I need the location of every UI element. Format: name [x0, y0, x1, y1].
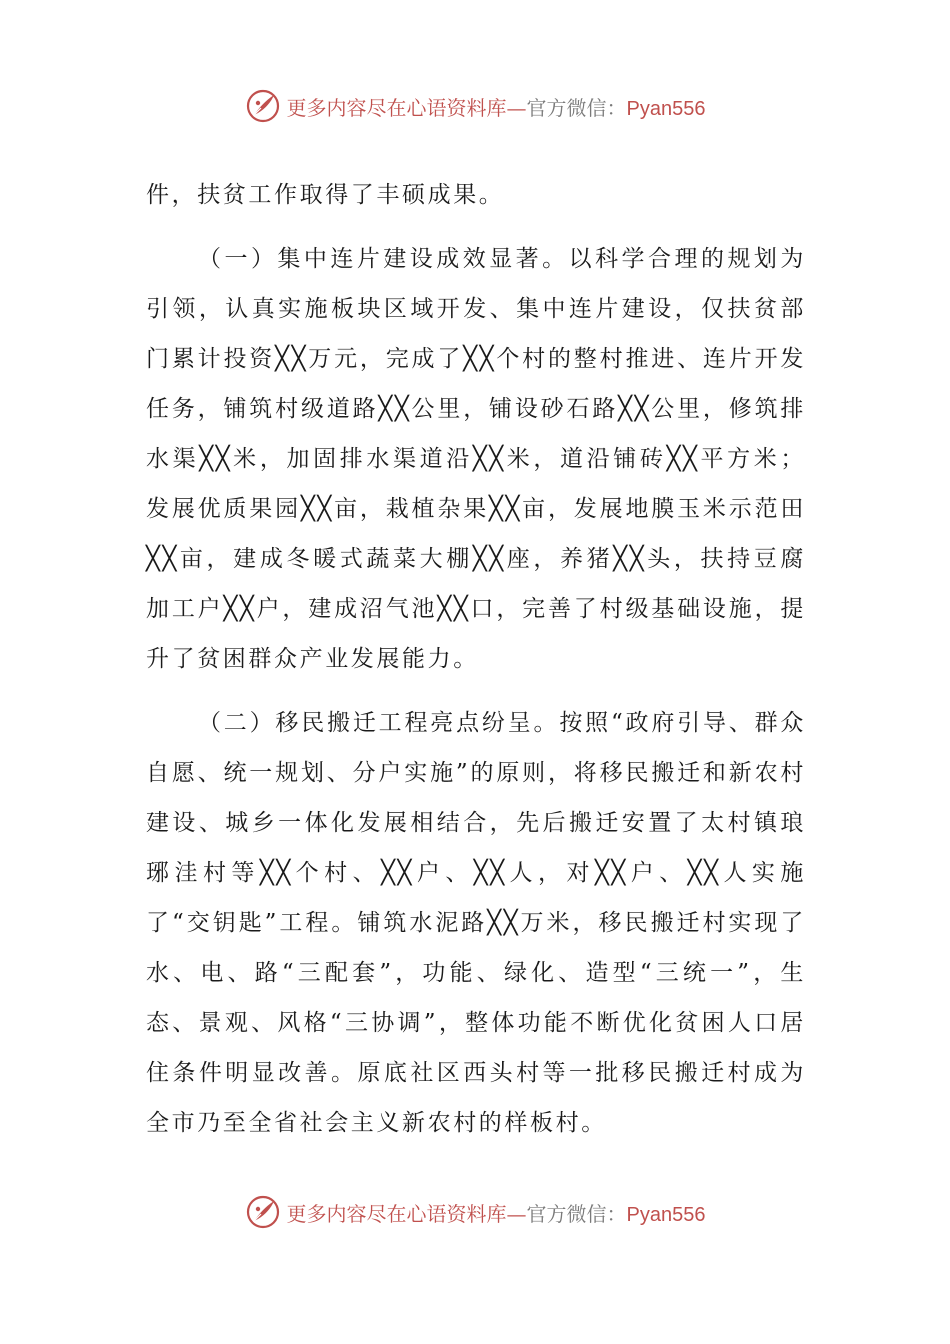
- quill-logo-icon: [245, 1194, 281, 1230]
- paragraph-section-two: （二）移民搬迁工程亮点纷呈。按照“政府引导、群众自愿、统一规划、分户实施”的原则，将移民搬迁和新农村建设、城乡一体化发展相结合，先后搬迁安置了太村镇琅琊洼村等╳╳个村、╳╳户、╳╳人，对╳╳户、╳╳人实施了“交钥匙”工程。铺筑水泥路╳╳万米，移民搬迁村实现了水、电、路“三配套”，功能、绿化、造型“三统一”，生态、景观、风格“三协调”，整体功能不断优化贫困人口居住条件明显改善。原底社区西头村等一批移民搬迁村成为全市乃至全省社会主义新农村的样板村。: [146, 710, 806, 1136]
- banner-site-name: 更多内容尽在心语资料库: [286, 1201, 507, 1226]
- banner-wechat-id: Pyan556: [626, 97, 706, 120]
- banner-dash: —: [506, 95, 527, 120]
- paragraph-section-one: （一）集中连片建设成效显著。以科学合理的规划为引领，认真实施板块区域开发、集中连片建设，仅扶贫部门累计投资╳╳万元，完成了╳╳个村的整村推进、连片开发任务，铺筑村级道路╳╳公里，铺设砂石路╳╳公里，修筑排水渠╳╳米，加固排水渠道沿╳╳米，道沿铺砖╳╳平方米；发展优质果园╳╳亩，栽植杂果╳╳亩，发展地膜玉米示范田╳╳亩，建成冬暖式蔬菜大棚╳╳座，养猪╳╳头，扶持豆腐加工户╳╳户，建成沼气池╳╳口，完善了村级基础设施，提升了贫困群众产业发展能力。: [146, 246, 806, 672]
- header-banner: [0, 82, 950, 130]
- quill-logo-icon: [245, 88, 281, 124]
- header-banner-text: [287, 92, 706, 121]
- banner-wechat-id: Pyan556: [626, 1203, 706, 1226]
- document-body: [146, 170, 806, 1148]
- footer-banner-text: [287, 1198, 706, 1227]
- header-banner-content: [245, 88, 706, 124]
- footer-banner: [0, 1188, 950, 1236]
- paragraph-continuation: 件，扶贫工作取得了丰硕成果。: [146, 182, 505, 208]
- banner-site-name: 更多内容尽在心语资料库: [286, 95, 507, 120]
- banner-official-label: 官方微信：: [526, 95, 627, 120]
- footer-banner-content: [245, 1194, 706, 1230]
- banner-dash: —: [506, 1201, 527, 1226]
- banner-official-label: 官方微信：: [526, 1201, 627, 1226]
